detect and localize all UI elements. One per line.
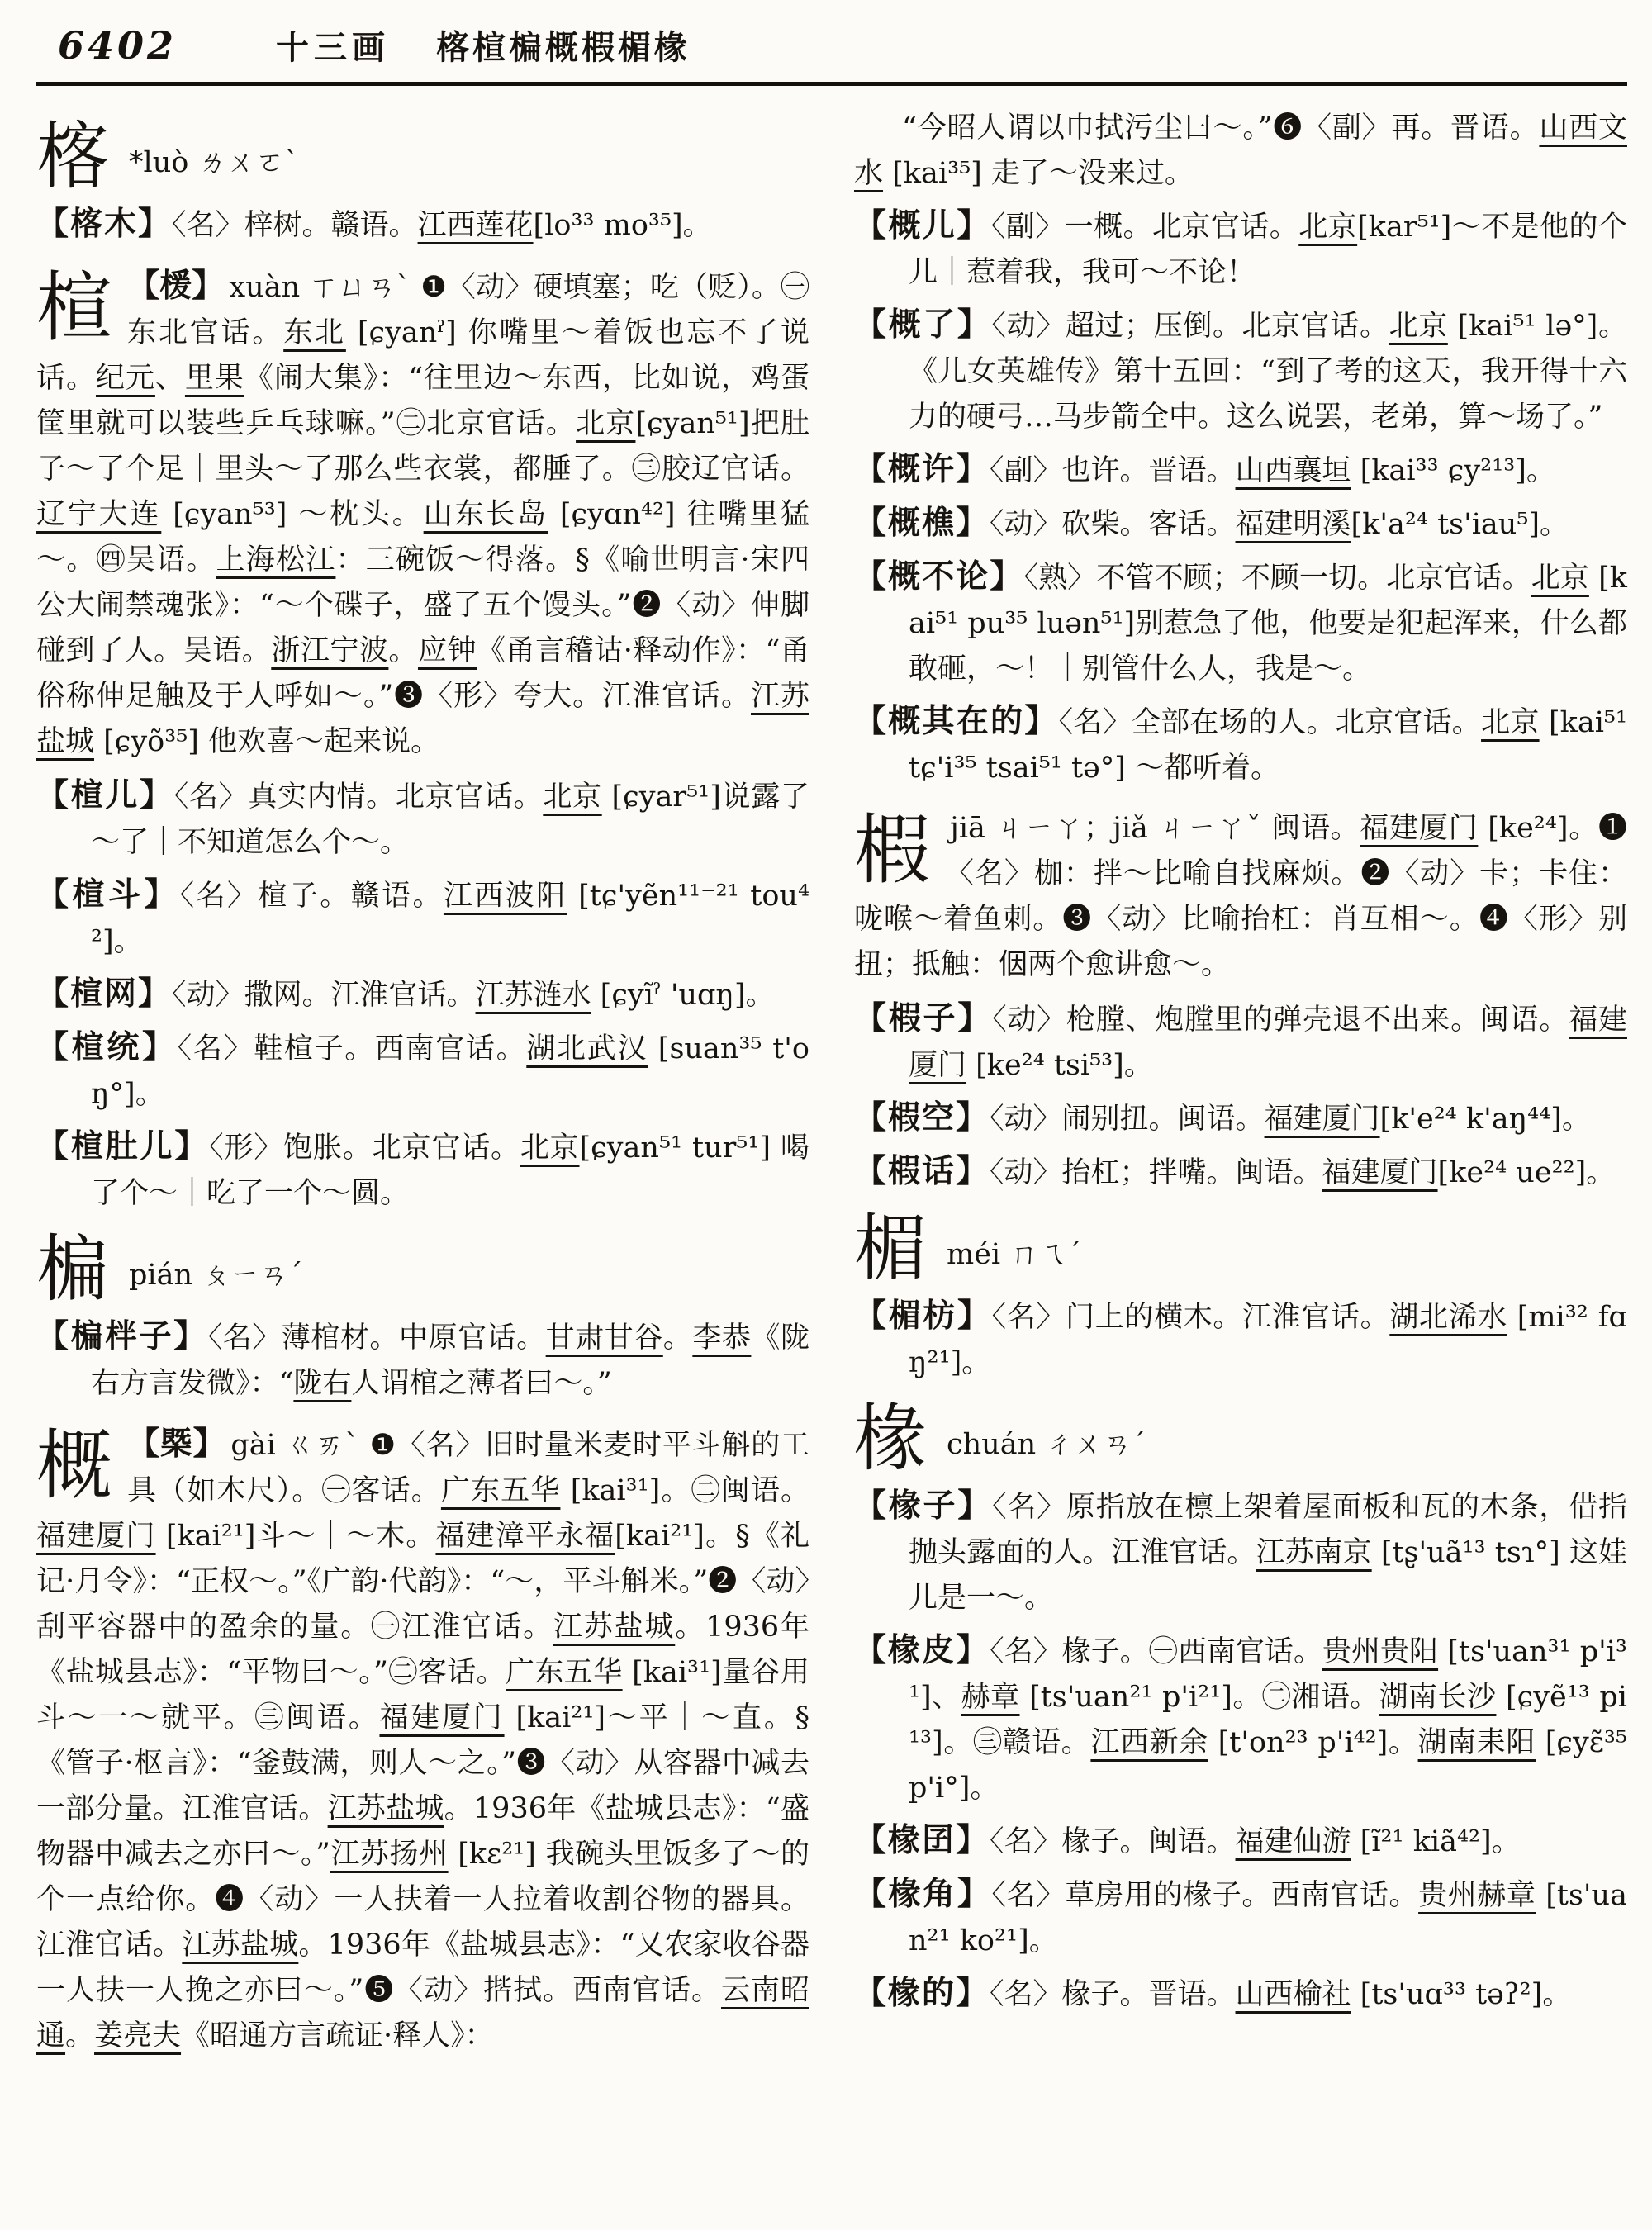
- text-run: 〈名〉梓树。赣语。: [172, 209, 418, 242]
- text-run: [ɕyõ³⁵] 他欢喜～起来说。: [94, 725, 440, 758]
- dialect-place-name: 江西莲花: [417, 209, 534, 242]
- text-run: [ke²⁴]。❶〈名〉枷：拌～比喻自找麻烦。❷〈动〉卡；卡住：咙喉～着鱼刺。❸〈动〉比喻抬杠：肖互相～。❹〈形〉别扭；抵触：𪜶两个愈讲愈～。: [854, 812, 1627, 981]
- sub-entry-term: 【椽角】: [854, 1875, 992, 1913]
- text-run: 。1936年《盐城县志》：“盛物器中减去之亦曰～。”: [36, 1792, 809, 1871]
- text-run: [kai⁵¹ pu³⁵ luən⁵¹]别惹急了他，他要是犯起浑来，什么都敢砸，～！｜别管什么人，我是～。: [909, 562, 1627, 686]
- sub-entry: [854, 1872, 1627, 1964]
- dialect-place-name: 山东长岛: [423, 498, 548, 531]
- text-run: [k'a²⁴ ts'iau⁵]。: [1351, 508, 1569, 541]
- pronunciation: jiā ㄐㄧㄚ；jiǎ ㄐㄧㄚˇ: [950, 812, 1262, 845]
- sub-entry: [854, 447, 1627, 494]
- text-run: [ɕyan⁵¹]把肚子～了个足｜里头～了那么些衣裳，都腄了。㊂胶辽官话。: [36, 407, 809, 486]
- text-run: [ts'uan²¹ ko²¹]。: [909, 1879, 1627, 1957]
- dialect-place-name: 北京: [576, 407, 636, 440]
- text-run: [ɕyan⁵³] ～枕头。: [161, 498, 424, 531]
- sub-entry: [854, 554, 1627, 692]
- text-run: [kai⁵¹ lə°]。《儿女英雄传》第十五回：“到了考的这天，我开得十六力的硬弓…马步箭全中。这么说罢，老弟，算～场了。”: [909, 310, 1627, 434]
- sub-entry: [854, 203, 1627, 296]
- sub-entry-term: 【概了】: [854, 306, 992, 344]
- sub-entry-term: 【楁木】: [36, 205, 173, 243]
- dialect-place-name: 山西文水: [854, 112, 1627, 190]
- sub-entry-term: 【楦网】: [36, 975, 173, 1013]
- text-run: [ɕyɑn⁴²] 往嘴里猛～。㊃吴语。: [36, 498, 809, 576]
- sub-entry-term: 【概其在的】: [854, 702, 1059, 740]
- headword-char: 楄: [36, 1226, 110, 1312]
- text-run: [ts'uɑ³³ təʔ²]。: [1351, 1978, 1572, 2011]
- sub-entry: [854, 1483, 1627, 1621]
- text-run: 《陇右方言发微》：“: [91, 1321, 809, 1400]
- text-run: [kai²¹]～平｜～直。§《管子·枢言》：“釜鼓满，则人～之。”❸〈动〉从容器中减去一部分量。江淮官话。: [36, 1701, 809, 1825]
- dialect-place-name: 山西襄垣: [1235, 454, 1351, 487]
- headword-char: 概: [36, 1421, 113, 1510]
- sub-entry-term: 【概樵】: [854, 504, 990, 542]
- dialect-place-name: 江西新余: [1090, 1726, 1208, 1759]
- sub-entry: [36, 773, 809, 866]
- text-run: 、: [154, 362, 185, 395]
- text-run: 〈动〉撒网。江淮官话。: [172, 979, 476, 1012]
- text-run: [kai⁵¹ tɕ'i³⁵ tsai⁵¹ tə°] ～都听着。: [909, 706, 1627, 785]
- text-run: [ɕyanˀ] 你嘴里～着饭也忘不了说话。: [36, 316, 809, 395]
- text-run: [kar⁵¹]～不是他的个儿｜惹着我，我可～不论！: [909, 211, 1627, 289]
- dialect-place-name: 湖南耒阳: [1417, 1726, 1536, 1759]
- text-run: [kai²¹]斗～｜～木。: [155, 1520, 436, 1553]
- sub-entry: [854, 501, 1627, 548]
- text-run: 《昭通方言疏证·释人》：: [181, 2019, 494, 2052]
- text-run: [t'on²³ p'i⁴²]。: [1208, 1726, 1418, 1759]
- dialect-place-name: 广东五华: [506, 1656, 623, 1689]
- text-run: [ɕyẽ¹³ pi¹³]。㊂赣语。: [909, 1681, 1627, 1759]
- dialect-place-name: 湖北浠水: [1389, 1301, 1507, 1334]
- dialect-place-name: 北京: [1481, 706, 1540, 739]
- headword-char: 椽: [854, 1396, 928, 1481]
- text-run: 。: [388, 634, 418, 667]
- text-run: 〈动〉抬杠；拌嘴。闽语。: [990, 1156, 1322, 1189]
- dialect-place-name: 甘肃甘谷: [545, 1321, 663, 1355]
- dialect-place-name: 江苏盐城: [182, 1929, 299, 1962]
- text-run: [k'e²⁴ k'aŋ⁴⁴]。: [1379, 1103, 1591, 1136]
- left-column: [36, 104, 809, 2066]
- text-run: [kai³⁵] 走了～没来过。: [883, 157, 1194, 190]
- columns: [36, 104, 1627, 2066]
- text-run: 〈副〉一概。北京官话。: [990, 211, 1299, 244]
- dialect-place-name: 北京: [1531, 562, 1589, 595]
- headword-char: 椵: [854, 806, 931, 894]
- text-run: [suan³⁵ t'oŋ°]。: [91, 1032, 809, 1111]
- sub-entry: [36, 971, 809, 1018]
- text-run: [kai³¹]。㊁闽语。: [560, 1474, 809, 1507]
- sub-entry-term: 【概不论】: [854, 558, 1024, 595]
- text-run: 〈名〉原指放在檩上架着屋面板和瓦的木条，借指抛头露面的人。江淮官话。: [909, 1491, 1627, 1569]
- sub-entry: [36, 1025, 809, 1117]
- text-run: 闽语。: [1271, 812, 1360, 845]
- pronunciation: xuàn ㄒㄩㄢˋ: [229, 271, 411, 304]
- dialect-place-name: 江苏盐城: [553, 1611, 676, 1644]
- text-run: 。1936年《盐城县志》：“又农家收谷器一人扶一人挽之亦曰～。”❺〈动〉揩拭。西南官话。: [36, 1929, 809, 2007]
- dialect-place-name: 辽宁大连: [36, 498, 162, 531]
- dialect-place-name: 里果: [184, 362, 244, 395]
- text-run: 〈名〉椽子。闽语。: [990, 1825, 1236, 1858]
- text-run: 〈形〉饱胀。北京官话。: [209, 1132, 520, 1165]
- text-run: [kai³¹]量谷用斗～一～就平。㊂闽语。: [36, 1656, 809, 1734]
- page-number: 6402: [58, 23, 178, 68]
- dialect-place-name: 北京: [543, 780, 602, 814]
- text-run: 〈名〉薄棺材。中原官话。: [207, 1321, 546, 1355]
- dialect-place-name: 上海松江: [216, 543, 336, 576]
- text-run: [mi³² fɑŋ²¹]。: [909, 1301, 1627, 1379]
- sub-entry-term: 【椽囝】: [854, 1821, 990, 1859]
- dialect-place-name: 陇右: [293, 1367, 352, 1400]
- headword-entry: [854, 1396, 1627, 1481]
- dialect-place-name: 北京: [1389, 310, 1448, 343]
- dialect-place-name: 福建漳平永福: [435, 1520, 615, 1553]
- dialect-place-name: 北京: [520, 1132, 580, 1165]
- text-run: [ke²⁴ ue²²]。: [1437, 1156, 1616, 1189]
- text-run: 。1936年《盐城县志》：“平物曰～。”㊁客话。: [36, 1611, 809, 1689]
- headword-char: 楣: [854, 1206, 928, 1291]
- text-run: 〈名〉鞋楦子。西南官话。: [177, 1032, 527, 1065]
- sub-entry-term: 【椵空】: [854, 1098, 990, 1136]
- dialect-place-name: 北京: [1298, 211, 1358, 244]
- dialect-place-name: 纪元: [95, 362, 155, 395]
- pronunciation: méi ㄇㄟˊ: [947, 1238, 1082, 1271]
- text-run: [ts'uan²¹ p'i²¹]。㊁湘语。: [1019, 1681, 1379, 1714]
- text-run: 〈动〉枪膛、炮膛里的弹壳退不出来。闽语。: [992, 1004, 1569, 1037]
- sub-entry: [854, 1628, 1627, 1811]
- headword-char: 楁: [36, 114, 110, 199]
- sub-entry-term: 【概许】: [854, 450, 990, 488]
- sub-entry-term: 【椵子】: [854, 999, 993, 1037]
- text-run: [ɕyan⁵¹ tur⁵¹] 喝了个～｜吃了一个～圆。: [91, 1132, 809, 1210]
- text-run: 〈熟〉不管不顾；不顾一切。北京官话。: [1023, 562, 1531, 595]
- dialect-place-name: 福建厦门: [379, 1701, 505, 1734]
- continuation-paragraph: [854, 106, 1627, 197]
- sub-entry-term: 【楦统】: [36, 1028, 178, 1066]
- sub-entry-term: 【楦肚儿】: [36, 1127, 210, 1165]
- text-run: “今昭人谓以巾拭污尘曰～。”❻〈副〉再。晋语。: [902, 112, 1540, 145]
- dialect-place-name: 东北: [283, 316, 346, 349]
- sub-entry: [854, 996, 1627, 1089]
- sub-entry: [36, 1124, 809, 1217]
- text-run: [tɕ'yẽn¹¹⁻²¹ tou⁴²]。: [91, 880, 809, 958]
- sub-entry-term: 【椵话】: [854, 1152, 990, 1190]
- sub-entry-term: 【椽的】: [854, 1974, 990, 2012]
- sub-entry: [854, 1149, 1627, 1196]
- text-run: [ts'uan³¹ p'i³¹]、: [909, 1635, 1627, 1714]
- sub-entry-term: 【椽皮】: [854, 1631, 990, 1669]
- text-run: 〈名〉全部在场的人。北京官话。: [1058, 706, 1482, 739]
- dialect-place-name: 福建厦门: [1360, 812, 1479, 845]
- dialect-place-name: 李恭: [692, 1321, 752, 1355]
- text-run: [kai²¹]。§《礼记·月令》：“正权～。”《广韵·代韵》：“～，平斗斛米。”❷〈动〉刮平容器中的盈余的量。㊀江淮官话。: [36, 1520, 809, 1644]
- text-run: [ɕyĩˀ 'uɑŋ]。: [591, 979, 775, 1012]
- stroke-count-header: 十三画: [276, 28, 391, 67]
- dialect-place-name: 云南昭通: [36, 1974, 809, 2052]
- dialect-place-name: 湖北武汉: [526, 1032, 648, 1065]
- text-run: 。: [662, 1321, 693, 1355]
- sub-entry: [36, 202, 809, 249]
- dialect-place-name: 江苏盐城: [36, 680, 809, 758]
- headword-entry: [36, 263, 809, 765]
- text-run: 〈名〉楦子。赣语。: [179, 880, 444, 913]
- dialect-place-name: 江苏南京: [1256, 1536, 1372, 1569]
- dialect-place-name: 江苏扬州: [330, 1838, 449, 1871]
- sub-entry-term: 【楦儿】: [36, 776, 174, 814]
- text-run: 〈副〉也许。晋语。: [990, 454, 1236, 487]
- text-run: 〈名〉椽子。㊀西南官话。: [990, 1635, 1322, 1668]
- dialect-place-name: 江苏盐城: [327, 1792, 444, 1825]
- headword-entry: [854, 1206, 1627, 1291]
- headword-list-header: 楁楦楄概椵楣椽: [436, 28, 691, 67]
- dialect-place-name: 姜亮夫: [94, 2019, 182, 2052]
- text-run: [kai³³ ɕy²¹³]。: [1351, 454, 1555, 487]
- sub-entry-term: 【楦斗】: [36, 875, 180, 913]
- dialect-place-name: 福建明溪: [1235, 508, 1351, 541]
- sub-entry: [854, 1818, 1627, 1865]
- text-run: [ke²⁴ tsi⁵³]。: [966, 1049, 1153, 1082]
- header-rule: [36, 82, 1627, 86]
- headword-char: 楦: [36, 263, 113, 352]
- text-run: 〈动〉闹别扭。闽语。: [990, 1103, 1265, 1136]
- sub-entry-term: 【楣枋】: [854, 1297, 992, 1335]
- text-run: 《甬言稽诂·释动作》：“甬俗称伸足触及于人呼如～。”❸〈形〉夸大。江淮官话。: [36, 634, 809, 713]
- text-run: [kɛ²¹] 我碗头里饭多了～的个一点给你。❹〈动〉一人扶着一人拉着收割谷物的器具。江淮官话。: [36, 1838, 809, 1962]
- dialect-place-name: 山西榆社: [1235, 1978, 1351, 2011]
- text-run: 人谓棺之薄者曰～。”: [351, 1367, 612, 1400]
- dialect-place-name: 贵州赫章: [1418, 1879, 1536, 1912]
- text-run: [lo³³ mo³⁵]。: [533, 209, 712, 242]
- text-run: 〈名〉椽子。晋语。: [990, 1978, 1236, 2011]
- dialect-place-name: 福建仙游: [1235, 1825, 1351, 1858]
- text-run: 〈名〉门上的横木。江淮官话。: [991, 1301, 1390, 1334]
- pronunciation: pián ㄆㄧㄢˊ: [129, 1259, 303, 1292]
- dialect-place-name: 贵州贵阳: [1322, 1635, 1439, 1668]
- pronunciation: *luò ㄌㄨㄛˋ: [129, 146, 299, 179]
- dialect-place-name: 江苏涟水: [475, 979, 591, 1012]
- text-run: 〈动〉砍柴。客话。: [990, 508, 1236, 541]
- text-run: 〈名〉真实内情。北京官话。: [173, 780, 544, 814]
- headword-entry: [36, 1421, 809, 2059]
- sub-entry-term: 【楄柈子】: [36, 1317, 208, 1355]
- sub-entry: [854, 1971, 1627, 2018]
- pronunciation: chuán ㄔㄨㄢˊ: [947, 1428, 1146, 1461]
- dialect-place-name: 应钟: [417, 634, 477, 667]
- dialect-place-name: 福建厦门: [909, 1004, 1627, 1082]
- text-run: ：三碗饭～得落。§《喻世明言·宋四公大闹禁魂张》：“～个碟子，盛了五个馒头。”❷〈动〉伸脚碰到了人。吴语。: [36, 543, 809, 667]
- dialect-place-name: 福建厦门: [1264, 1103, 1380, 1136]
- sub-entry: [36, 1314, 809, 1407]
- sub-entry: [854, 1095, 1627, 1142]
- right-column: [854, 104, 1627, 2066]
- headword-entry: [854, 806, 1627, 988]
- dialect-place-name: 赫章: [961, 1681, 1020, 1714]
- text-run: 。: [65, 2019, 95, 2052]
- headword-entry: [36, 114, 809, 199]
- text-run: 〈名〉草房用的椽子。西南官话。: [991, 1879, 1419, 1912]
- headword-entry: [36, 1226, 809, 1312]
- sub-entry-term: 【椽子】: [854, 1487, 993, 1525]
- text-run: 《闹大集》：“往里边～东西，比如说，鸡蛋筐里就可以装些乒乓球嘛。”㊁北京官话。: [36, 362, 809, 440]
- variant-form: 【楥】: [127, 267, 225, 305]
- dialect-place-name: 浙江宁波: [271, 634, 389, 667]
- text-run: [tʂ'uã¹³ tsɿ°] 这娃儿是一～。: [909, 1536, 1627, 1615]
- sub-entry: [854, 699, 1627, 791]
- dialect-place-name: 湖南长沙: [1379, 1681, 1497, 1714]
- sub-entry-term: 【概儿】: [854, 206, 991, 244]
- dialect-place-name: 广东五华: [440, 1474, 561, 1507]
- sub-entry: [854, 302, 1627, 440]
- text-run: [ɕyar⁵¹]说露了～了｜不知道怎么个～。: [91, 780, 809, 859]
- text-run: 〈动〉超过；压倒。北京官话。: [991, 310, 1389, 343]
- text-run: [ɕyɛ̃³⁵ p'i°]。: [909, 1726, 1627, 1805]
- text-run: [ĩ²¹ kiã⁴²]。: [1351, 1825, 1521, 1858]
- sub-entry: [854, 1293, 1627, 1386]
- text-run: ❶〈动〉硬填塞；吃（贬）。㊀东北官话。: [127, 271, 809, 349]
- text-run: ❶〈名〉旧时量米麦时平斗斛的工具（如木尺）。㊀客话。: [127, 1429, 809, 1507]
- dialect-place-name: 江西波阳: [443, 880, 567, 913]
- pronunciation: gài ㄍㄞˋ: [230, 1429, 360, 1462]
- variant-form: 【槩】: [127, 1425, 226, 1463]
- page-header: [36, 21, 1627, 69]
- sub-entry: [36, 872, 809, 965]
- dialect-place-name: 福建厦门: [36, 1520, 156, 1553]
- dialect-place-name: 福建厦门: [1322, 1156, 1438, 1189]
